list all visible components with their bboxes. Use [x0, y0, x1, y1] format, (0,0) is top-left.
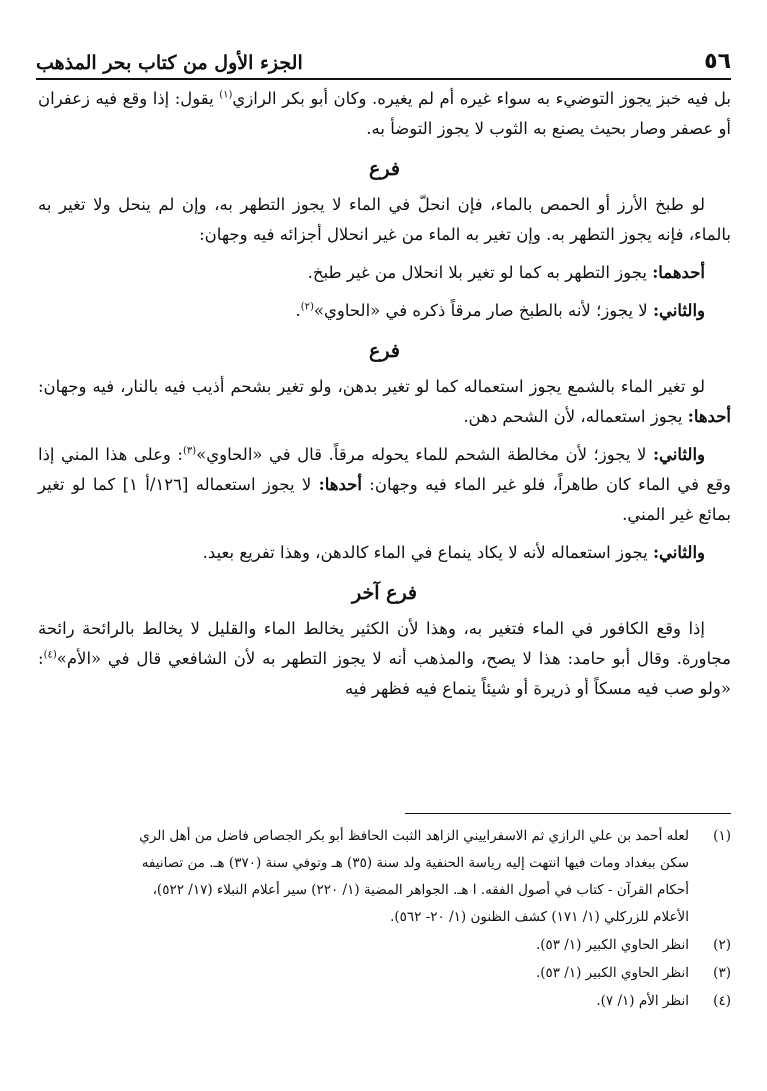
footnote-number: (٣): [713, 965, 731, 981]
footnote-number: (٤): [713, 993, 731, 1009]
footnote-divider: [405, 813, 731, 814]
footnote-line: أحكام القرآن - كتاب في أصول الفقه. ا هـ. الجواهر المضية (١/ ٢٢٠) سير أعلام النبلاء (١٧/ ٥٢٢)،: [152, 882, 689, 898]
footnote-ref-4: (٤): [43, 649, 57, 661]
paragraph-5: لو تغير الماء بالشمع يجوز استعماله كما لو تغير بدهن، ولو تغير بشحم أذيب فيه بالنار، فيه وجهان: أحدها: يجوز استعماله، لأن الشحم دهن.: [38, 377, 731, 426]
footnote-line: الأعلام للزركلي (١/ ١٧١) كشف الظنون (١/ ٢٠- ٥٦٢).: [390, 909, 689, 925]
section-heading-2: فرع: [369, 340, 400, 362]
page-header: [36, 34, 731, 80]
footnote-line: انظر الحاوي الكبير (١/ ٥٣).: [535, 937, 689, 953]
footnote-ref-2: (٢): [300, 301, 314, 313]
footnote-ref-3: (٣): [182, 445, 197, 457]
footnote-3: [38, 960, 731, 987]
paragraph-2: لو طبخ الأرز أو الحمص بالماء، فإن انحلّ في الماء لا يجوز التطهر به، وإن لم ينحل ولا تغير به بالماء، فإنه يجوز التطهر به. وإن تغير به الماء من غير انحلال أجزائه فيه وجهان:: [38, 195, 731, 244]
paragraph-8: إذا وقع الكافور في الماء فتغير به، وهذا لأن الكثير يخالط الماء والقليل لا يخالط بالرائحة رائحة مجاورة. وقال أبو حامد: هذا لا يصح، والمذهب أنه لا يجوز التطهر به لأن الشافعي قال في «الأم»$^{(٤)}$: «ولو صب فيه مسكاً أو ذريرة أو شيئاً ينماع فيه فظهر فيه: [38, 619, 731, 698]
main-text: [38, 84, 731, 712]
footnotes: [38, 823, 731, 1016]
footnote-1: [38, 823, 731, 931]
footnote-line: سكن ببغداد ومات فيها انتهت إليه رياسة الحنفية ولد سنة (٣٥) هـ وتوفي سنة (٣٧٠) هـ. من تصانيفه: [141, 855, 689, 871]
section-heading-3: فرع آخر: [351, 582, 418, 604]
footnote-line: لعله أحمد بن علي الرازي ثم الاسفراييني الزاهد الثبت الحافظ أبو بكر الجصاص فاضل من أهل الري: [139, 828, 689, 844]
running-title: الجزء الأول من كتاب بحر المذهب: [36, 52, 303, 74]
paragraph-1: بل فيه خبز يجوز التوضيء به سواء غيره أم لم يغيره. وكان أبو بكر الرازي$^{(١)}$ يقول: إذا وقع فيه زعفران أو عصفر وصار بحيث يصنع به الثوب لا يجوز التوضأ به.: [38, 89, 731, 138]
footnote-number: (٢): [713, 937, 731, 953]
paragraph-3: أحدهما: يجوز التطهر به كما لو تغير بلا انحلال من غير طبخ.: [307, 263, 705, 282]
paragraph-7: والثاني: يجوز استعماله لأنه لا يكاد ينماع في الماء كالدهن، وهذا تفريع بعيد.: [202, 543, 705, 562]
footnote-number: (١): [713, 828, 731, 844]
paragraph-6: والثاني: لا يجوز؛ لأن مخالطة الشحم للماء يحوله مرقاً. قال في «الحاوي»$^{(٣)}$: وعلى هذا المني إذا وقع في الماء كان طاهراً، فلو غير الماء فيه وجهان: أحدها: لا يجوز استعماله [١٢٦/أ ١] كما لو تغير بمائع غير المني.: [38, 445, 732, 524]
footnote-line: انظر الأم (١/ ٧).: [596, 993, 689, 1009]
paragraph-4: والثاني: لا يجوز؛ لأنه بالطبخ صار مرقاً ذكره في «الحاوي»$^{(٢)}$.: [295, 301, 705, 320]
footnote-4: [38, 988, 731, 1015]
footnote-line: انظر الحاوي الكبير (١/ ٥٣).: [535, 965, 689, 981]
page-number: ٥٦: [704, 49, 731, 74]
section-heading-1: فرع: [369, 158, 400, 180]
footnote-ref-1: (١): [219, 89, 233, 101]
footnote-2: [38, 932, 731, 959]
